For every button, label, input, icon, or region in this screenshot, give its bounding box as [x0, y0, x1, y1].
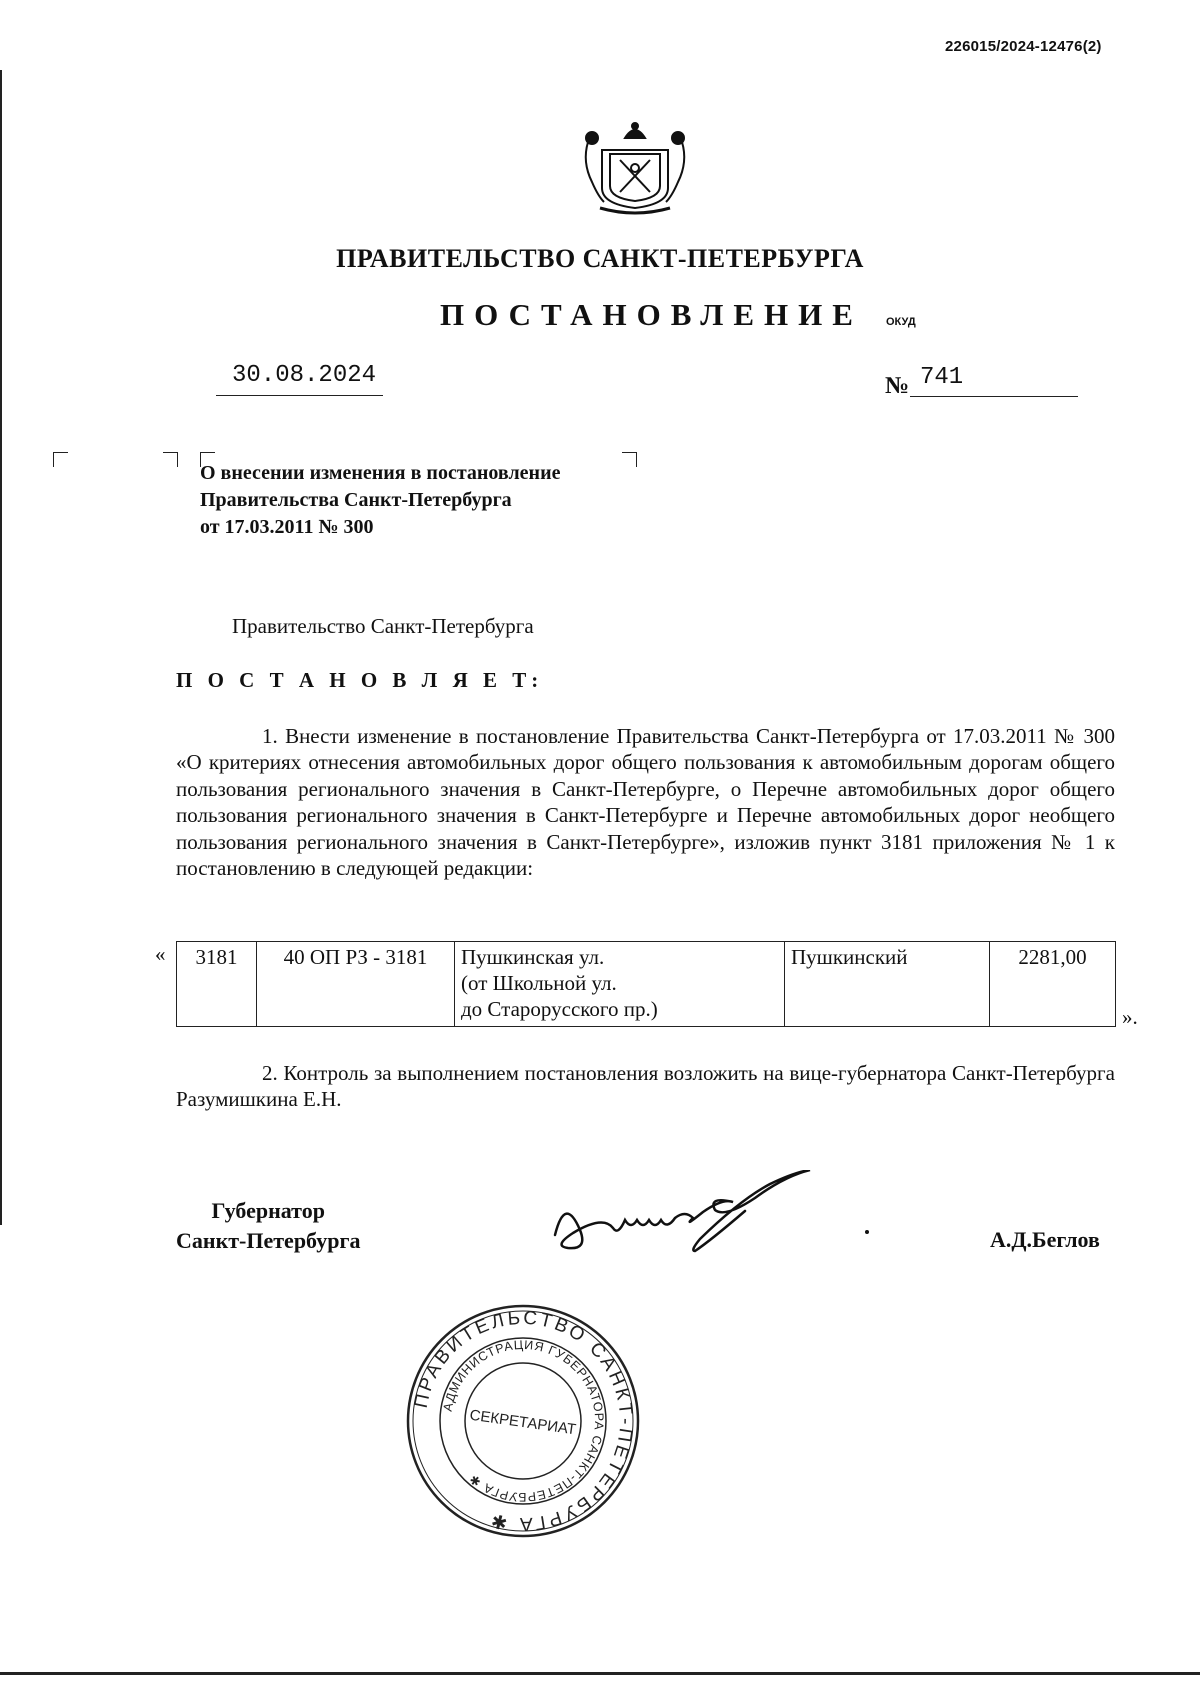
- paragraph-1: [176, 723, 1115, 881]
- table-row: [177, 942, 1116, 1027]
- scan-bottom-edge: [0, 1672, 1200, 1675]
- road-name-line: Пушкинская ул.: [461, 945, 605, 969]
- table-cell-road-name: [455, 942, 785, 1027]
- svg-text:АДМИНИСТРАЦИЯ ГУБЕРНАТОРА САНК: АДМИНИСТРАЦИЯ ГУБЕРНАТОРА САНКТ-ПЕТЕРБУРГА ✱: [440, 1337, 607, 1505]
- date-underline: [216, 395, 383, 396]
- subject-line: от 17.03.2011 № 300: [200, 516, 374, 538]
- paragraph-1-text: 1. Внести изменение в постановление Правительства Санкт-Петербурга от 17.03.2011 № 300 «О критериях отнесения автомобильных дорог общего пользования к автомобильным дорогам общего пользования регионального значения в Санкт-Петербурге, о Перечне автомобильных дорог общего пользования регионального значения в Санкт-Петербурге и Перечне автомобильных дорог необщего пользования регионального значения в Санкт-Петербурге», изложив пункт 3181 приложения № 1 к постановлению в следующей редакции:: [176, 724, 1115, 881]
- signer-title-line: Губернатор: [211, 1198, 325, 1223]
- handwritten-signature: [545, 1170, 915, 1270]
- resolves-heading: П О С Т А Н О В Л Я Е Т:: [176, 668, 544, 692]
- number-underline: [910, 396, 1078, 397]
- document-date: 30.08.2024: [232, 362, 377, 389]
- closing-quote: ».: [1122, 1005, 1138, 1029]
- corner-bracket: [622, 452, 637, 467]
- signer-name: А.Д.Беглов: [990, 1227, 1100, 1252]
- subject-line: О внесении изменения в постановление: [200, 462, 561, 484]
- opening-quote: «: [155, 942, 166, 966]
- road-name-line: до Старорусского пр.): [461, 997, 658, 1021]
- organization-title: ПРАВИТЕЛЬСТВО САНКТ-ПЕТЕРБУРГА: [336, 244, 864, 273]
- signer-title: [176, 1196, 360, 1256]
- road-name-line: (от Школьной ул.: [461, 971, 617, 995]
- paragraph-2-text: 2. Контроль за выполнением постановления возложить на вице-губернатора Санкт-Петербурга Разумишкина Е.Н.: [176, 1061, 1115, 1112]
- okud-label: ОКУД: [886, 316, 916, 328]
- table-cell-road-id: 40 ОП РЗ - 3181: [257, 942, 455, 1027]
- table-cell-item: 3181: [177, 942, 257, 1027]
- signer-title-line: Санкт-Петербурга: [176, 1228, 361, 1253]
- document-subject: [200, 460, 560, 541]
- svg-text:СЕКРЕТАРИАТ: СЕКРЕТАРИАТ: [468, 1406, 577, 1439]
- issuing-body: Правительство Санкт-Петербурга: [232, 614, 534, 638]
- table-cell-length: 2281,00: [990, 942, 1116, 1027]
- amendment-table: [176, 941, 1116, 1027]
- coat-of-arms-emblem-icon: [580, 120, 690, 220]
- subject-line: Правительства Санкт-Петербурга: [200, 489, 512, 511]
- svg-text:ПРАВИТЕЛЬСТВО САНКТ-ПЕТЕРБУРГА: ПРАВИТЕЛЬСТВО САНКТ-ПЕТЕРБУРГА ✱: [410, 1307, 637, 1535]
- number-sign: №: [885, 373, 910, 399]
- table-cell-district: Пушкинский: [785, 942, 990, 1027]
- document-number: 741: [920, 364, 964, 391]
- document-type: ПОСТАНОВЛЕНИЕ: [440, 297, 863, 332]
- corner-bracket: [53, 452, 68, 467]
- corner-bracket: [163, 452, 178, 467]
- paragraph-2: [176, 1060, 1115, 1113]
- reference-number: 226015/2024-12476(2): [945, 38, 1102, 55]
- official-stamp: [405, 1303, 641, 1539]
